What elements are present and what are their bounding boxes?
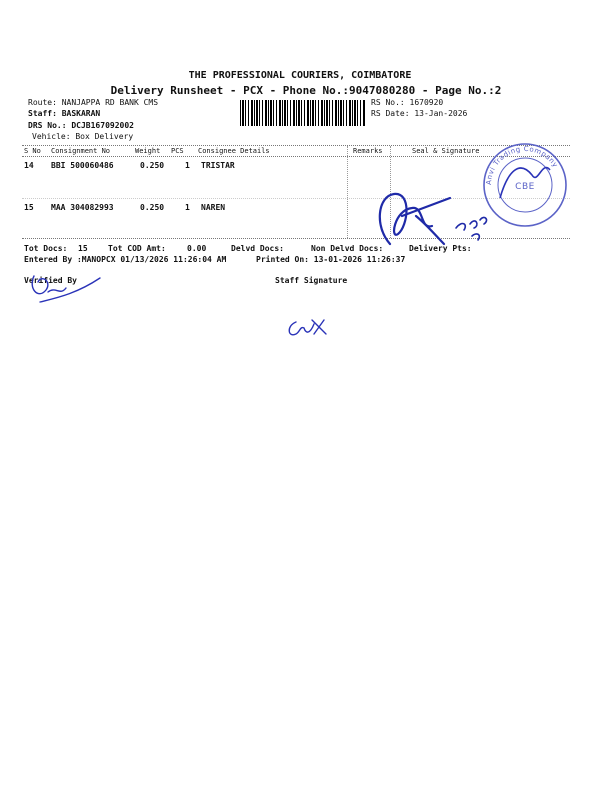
row-1-consignment: BBI 500060486 xyxy=(51,161,114,170)
row-1-consignee: TRISTAR xyxy=(201,161,235,170)
tot-docs-label: Tot Docs: xyxy=(24,244,68,253)
row-1-weight: 0.250 xyxy=(140,161,165,170)
col-pcs: PCS xyxy=(171,147,184,155)
row-2-consignee: NAREN xyxy=(201,203,226,212)
runsheet-title: Delivery Runsheet - PCX - Phone No.:9047080280 - Page No.:2 xyxy=(110,84,502,97)
delvd-docs-label: Delvd Docs: xyxy=(231,244,284,253)
verified-by-label: Verified By xyxy=(24,276,77,285)
stamp-center-text: CBE xyxy=(515,182,535,192)
tot-cod-label: Tot COD Amt: xyxy=(108,244,166,253)
row-2-sno: 15 xyxy=(24,203,34,212)
row-1-pcs: 1 xyxy=(185,161,190,170)
col-consignee: Consignee Details xyxy=(198,147,270,155)
tot-docs-value: 15 xyxy=(78,244,88,253)
delivery-pts-label: Delivery Pts: xyxy=(409,244,472,253)
col-sno: S No xyxy=(24,147,41,155)
remarks-divider xyxy=(347,146,348,238)
route-info: Route: NANJAPPA RD BANK CMS xyxy=(28,98,159,107)
drs-number: DRS No.: DCJB167092002 xyxy=(28,121,134,130)
row-1-sno: 14 xyxy=(24,161,34,170)
staff-signature-label: Staff Signature xyxy=(275,276,348,285)
staff-info: Staff: BASKARAN xyxy=(28,109,101,118)
rs-number: RS No.: 1670920 xyxy=(371,98,444,107)
col-weight: Weight xyxy=(135,147,161,155)
entered-by: Entered By :MANOPCX 01/13/2026 11:26:04 AM xyxy=(24,255,227,264)
receiver-signature xyxy=(372,186,532,256)
row-2-weight: 0.250 xyxy=(140,203,165,212)
staff-signature xyxy=(284,312,334,342)
printed-on: Printed On: 13-01-2026 11:26:37 xyxy=(256,255,406,264)
barcode xyxy=(240,100,366,126)
row-2-consignment: MAA 304082993 xyxy=(51,203,114,212)
col-consignment: Consignment No xyxy=(51,147,111,155)
tot-cod-value: 0.00 xyxy=(187,244,207,253)
company-title: THE PROFESSIONAL COURIERS, COIMBATORE xyxy=(188,70,412,81)
non-delvd-docs-label: Non Delvd Docs: xyxy=(311,244,384,253)
col-remarks: Remarks xyxy=(353,147,383,155)
vehicle-info: Vehicle: Box Delivery xyxy=(32,132,134,141)
col-seal-signature: Seal & Signature xyxy=(412,147,480,155)
verifier-signature xyxy=(26,268,106,308)
row-2-pcs: 1 xyxy=(185,203,190,212)
stamp-ring-text: Anvi Trading Company xyxy=(484,144,560,186)
rs-date: RS Date: 13-Jan-2026 xyxy=(371,109,468,118)
